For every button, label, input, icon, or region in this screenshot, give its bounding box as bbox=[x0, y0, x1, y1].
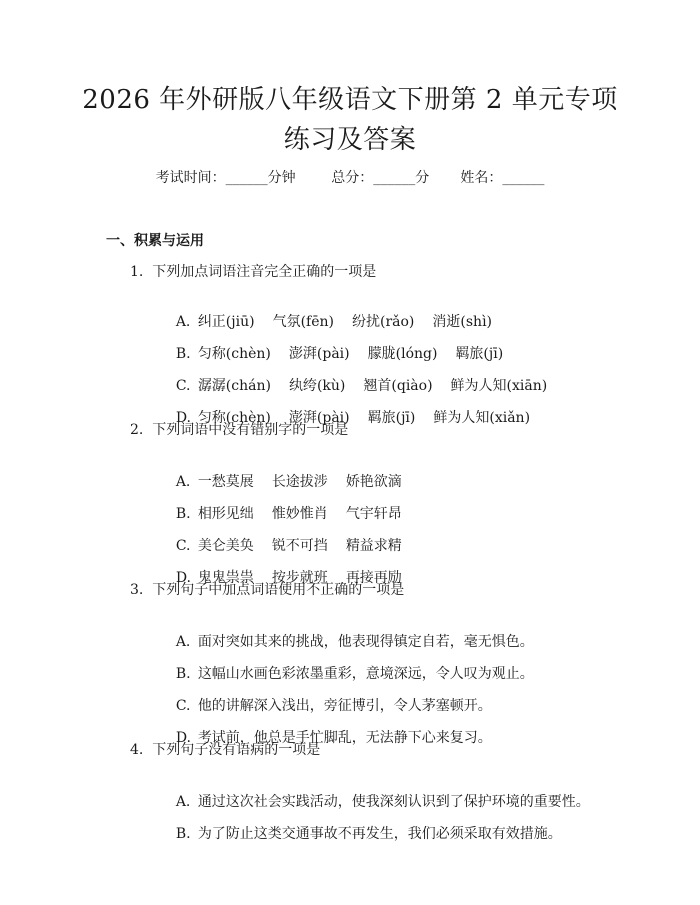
option-word: 相形见绌 bbox=[197, 506, 254, 522]
option-letter: D. bbox=[175, 570, 191, 586]
document-title-line-2: 练习及答案 bbox=[283, 125, 417, 155]
question-stem: 3. 下列句子中加点词语使用不正确的一项是 bbox=[130, 582, 405, 598]
option-word: 长途拔涉 bbox=[271, 474, 328, 490]
section-heading: 一、积累与运用 bbox=[106, 233, 204, 249]
total-score-field: 总分：______分 bbox=[331, 170, 430, 186]
option-word: 鲜为人知(xiǎn) bbox=[433, 410, 531, 426]
option-word: 再接再励 bbox=[345, 570, 402, 586]
option-sentence: 通过这次社会实践活动，使我深刻认识到了保护环境的重要性。 bbox=[197, 794, 590, 810]
option-word: 纠正(jiū) bbox=[197, 314, 255, 330]
option-letter: D. bbox=[175, 410, 191, 426]
option-word: 精益求精 bbox=[345, 538, 402, 554]
option-word: 匀称(chèn) bbox=[197, 410, 271, 426]
option-word: 美仑美奂 bbox=[197, 538, 254, 554]
option-letter: A. bbox=[175, 474, 191, 490]
option-letter: B. bbox=[175, 666, 191, 682]
option-letter: A. bbox=[175, 634, 191, 650]
option-word: 消逝(shì) bbox=[432, 314, 493, 330]
option-sentence: 为了防止这类交通事故不再发生，我们必须采取有效措施。 bbox=[197, 826, 562, 842]
option-letter: A. bbox=[175, 314, 191, 330]
option-letter: D. bbox=[175, 730, 191, 746]
question-stem: 1. 下列加点词语注音完全正确的一项是 bbox=[130, 264, 377, 280]
option-word: 纷扰(rǎo) bbox=[352, 314, 415, 330]
option-letter: C. bbox=[175, 538, 191, 554]
option-word: 惟妙惟肖 bbox=[271, 506, 328, 522]
option-sentence: 考试前，他总是手忙脚乱，无法静下心来复习。 bbox=[197, 730, 492, 746]
option-word: 锐不可挡 bbox=[271, 538, 328, 554]
student-name-field: 姓名：______ bbox=[460, 170, 545, 186]
option-word: 气氛(fēn) bbox=[272, 314, 334, 330]
option-word: 纨绔(kù) bbox=[288, 378, 346, 394]
option-word: 一愁莫展 bbox=[197, 474, 254, 490]
option-sentence: 面对突如其来的挑战，他表现得镇定自若，毫无惧色。 bbox=[197, 634, 534, 650]
option-word: 鲜为人知(xiān) bbox=[450, 378, 548, 394]
answer-option bbox=[158, 804, 562, 864]
question-stem: 2. 下列词语中没有错别字的一项是 bbox=[130, 422, 349, 438]
option-word: 鬼鬼祟祟 bbox=[197, 570, 254, 586]
option-word: 羁旅(jī) bbox=[367, 410, 416, 426]
option-sentence: 这幅山水画色彩浓墨重彩，意境深远，令人叹为观止。 bbox=[197, 666, 534, 682]
option-word: 按步就班 bbox=[271, 570, 328, 586]
option-letter: B. bbox=[175, 826, 191, 842]
option-word: 翘首(qiào) bbox=[363, 378, 433, 394]
option-word: 气宇轩昂 bbox=[345, 506, 402, 522]
document-title-line-1: 2026 年外研版八年级语文下册第 2 单元专项 bbox=[82, 85, 618, 115]
exam-time-field: 考试时间：______分钟 bbox=[155, 170, 296, 186]
option-word: 澎湃(pài) bbox=[288, 410, 350, 426]
option-word: 澎湃(pài) bbox=[288, 346, 350, 362]
option-word: 潺潺(chán) bbox=[197, 378, 271, 394]
option-letter: C. bbox=[175, 698, 191, 714]
option-word: 羁旅(jī) bbox=[455, 346, 504, 362]
option-word: 匀称(chèn) bbox=[197, 346, 271, 362]
exam-meta-line bbox=[0, 168, 700, 188]
option-word: 娇艳欲滴 bbox=[345, 474, 402, 490]
option-letter: B. bbox=[175, 506, 191, 522]
option-letter: B. bbox=[175, 346, 191, 362]
option-letter: C. bbox=[175, 378, 191, 394]
option-word: 朦胧(lóng) bbox=[367, 346, 438, 362]
option-letter: A. bbox=[175, 794, 191, 810]
question-stem: 4. 下列句子没有语病的一项是 bbox=[130, 742, 321, 758]
option-sentence: 他的讲解深入浅出，旁征博引，令人茅塞顿开。 bbox=[197, 698, 492, 714]
